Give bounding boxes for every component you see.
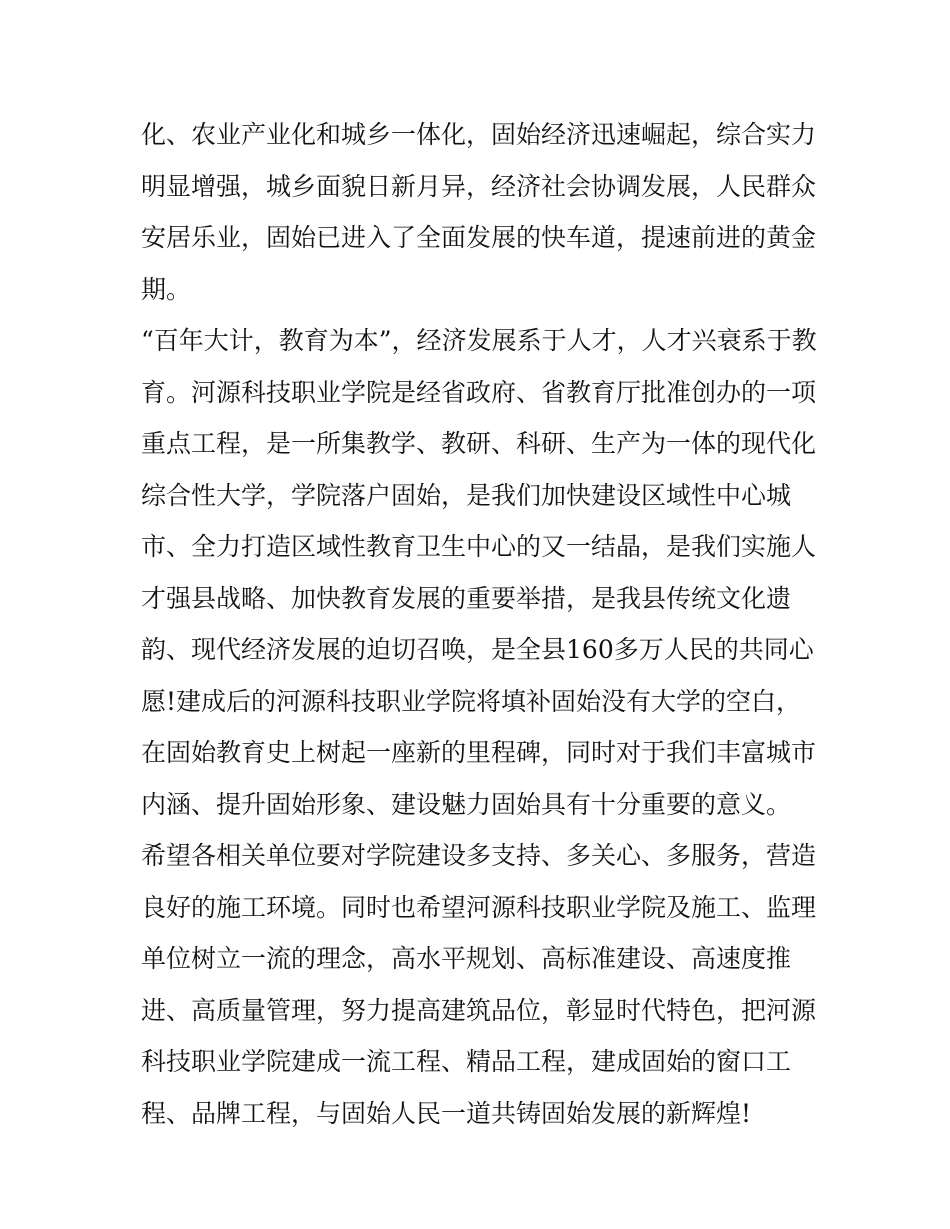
text-line: “百年大计，教育为本”，经济发展系于人才，人才兴衰系于教	[141, 326, 817, 355]
text-line: 期。	[141, 274, 192, 304]
text-line: 单位树立一流的理念，高水平规划、高标准建设、高速度推	[141, 944, 792, 973]
text-line: 明显增强，城乡面貌日新月异，经济社会协调发展，人民群众	[141, 171, 817, 201]
text-line: 综合性大学，学院落户固始，是我们加快建设区域性中心城	[141, 480, 792, 510]
text-line: 科技职业学院建成一流工程、精品工程，建成固始的窗口工	[141, 1047, 792, 1076]
text-line: 进、高质量管理，努力提高建筑品位，彰显时代特色，把河源	[141, 995, 817, 1025]
body-text	[141, 109, 821, 1139]
text-line: 希望各相关单位要对学院建设多支持、多关心、多服务，营造	[141, 841, 817, 870]
text-line: 良好的施工环境。同时也希望河源科技职业学院及施工、监理	[141, 892, 817, 922]
text-line: 在固始教育史上树起一座新的里程碑，同时对于我们丰富城市	[141, 738, 817, 767]
text-line: 化、农业产业化和城乡一体化，固始经济迅速崛起，综合实力	[141, 120, 817, 149]
text-line: 愿!建成后的河源科技职业学院将填补固始没有大学的空白，	[141, 686, 802, 716]
text-line: 育。河源科技职业学院是经省政府、省教育厅批准创办的一项	[141, 377, 817, 407]
text-line: 内涵、提升固始形象、建设魅力固始具有十分重要的意义。	[141, 789, 792, 819]
text-line: 才强县战略、加快教育发展的重要举措，是我县传统文化遗	[141, 583, 792, 613]
text-line: 安居乐业，固始已进入了全面发展的快车道，提速前进的黄金	[141, 223, 817, 252]
text-line: 重点工程，是一所集教学、教研、科研、生产为一体的现代化	[141, 429, 817, 458]
text-line: 程、品牌工程，与固始人民一道共铸固始发展的新辉煌!	[141, 1098, 752, 1128]
text-line: 韵、现代经济发展的迫切召唤，是全县160多万人民的共同心	[141, 635, 814, 664]
text-line: 市、全力打造区域性教育卫生中心的又一结晶，是我们实施人	[141, 532, 817, 561]
